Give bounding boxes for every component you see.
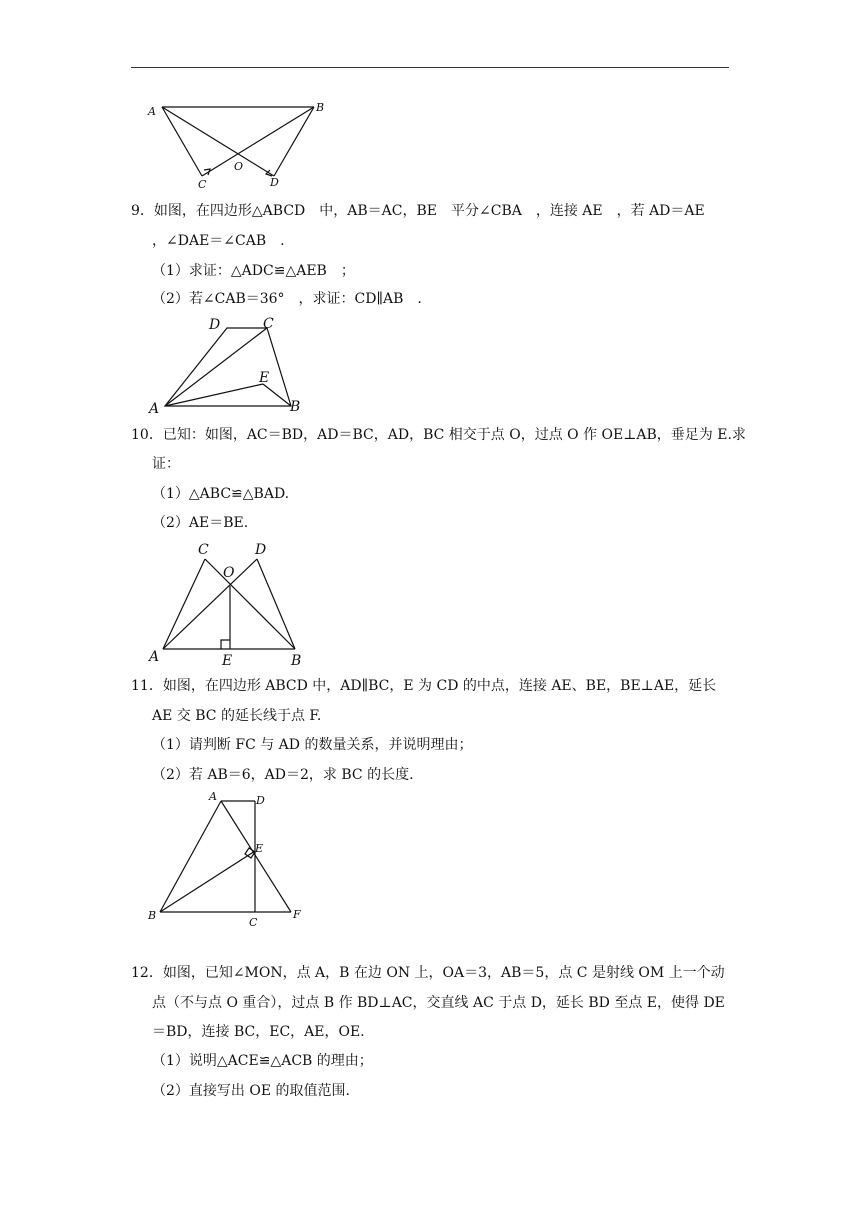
figure-q9 — [145, 312, 315, 416]
q9-part1: （1）求证：△ADC≌△AEB ； — [152, 263, 355, 279]
fig10-label-a: A — [149, 649, 160, 665]
q10-part2: （2）AE＝BE. — [152, 515, 249, 531]
q12-part1: （1）说明△ACE≌△ACB 的理由； — [152, 1053, 373, 1069]
q9-stem-line1: 9．如图，在四边形△ABCD 中，AB＝AC，BE 平分∠CBA ，连接 AE ，若 AD＝AE — [131, 203, 705, 219]
figure-q11 — [145, 790, 315, 930]
fig9-label-e: E — [259, 370, 270, 386]
fig8-label-c: C — [198, 178, 207, 191]
fig11-label-e: E — [255, 842, 264, 855]
q11-stem-line2: AE 交 BC 的延长线于点 F. — [152, 708, 322, 724]
figure-q8 — [140, 96, 340, 191]
q11-part1: （1）请判断 FC 与 AD 的数量关系，并说明理由； — [152, 737, 473, 753]
fig11-label-f: F — [293, 908, 301, 921]
figure-q10 — [145, 538, 315, 668]
fig9-label-b: B — [290, 399, 301, 415]
fig11-label-d: D — [256, 794, 265, 807]
fig8-label-d: D — [270, 176, 279, 189]
fig9-label-a: A — [149, 401, 160, 417]
q10-stem-line2: 证： — [152, 456, 180, 472]
fig10-label-b: B — [291, 653, 302, 669]
fig8-label-a: A — [148, 105, 156, 118]
fig10-label-e: E — [222, 653, 233, 669]
fig11-label-c: C — [249, 916, 258, 929]
q9-part2: （2）若∠CAB＝36° ，求证：CD∥AB . — [152, 291, 422, 307]
q12-stem-line1: 12．如图，已知∠MON，点 A，B 在边 ON 上，OA＝3，AB＝5，点 C 是射线 OM 上一个动 — [131, 965, 725, 981]
fig9-label-c: C — [263, 316, 274, 332]
header-rule — [131, 67, 729, 68]
q11-part2: （2）若 AB＝6，AD＝2，求 BC 的长度. — [152, 767, 414, 783]
fig10-label-d: D — [255, 542, 267, 558]
q10-stem-line1: 10．已知：如图，AC＝BD，AD＝BC，AD，BC 相交于点 O，过点 O 作 OE⊥AB，垂足为 E.求 — [131, 427, 746, 443]
fig11-label-b: B — [148, 909, 157, 922]
fig8-label-o: O — [234, 160, 244, 173]
fig9-label-d: D — [209, 317, 221, 333]
fig10-label-o: O — [223, 565, 235, 581]
q12-stem-line2: 点（不与点 O 重合），过点 B 作 BD⊥AC，交直线 AC 于点 D，延长 BD 至点 E，使得 DE — [152, 995, 725, 1011]
q12-stem-line3: ＝BD，连接 BC，EC，AE，OE. — [152, 1024, 365, 1040]
q11-stem-line1: 11．如图，在四边形 ABCD 中，AD∥BC，E 为 CD 的中点，连接 AE、BE，BE⊥AE，延长 — [131, 678, 717, 694]
fig11-label-a: A — [209, 790, 217, 803]
q12-part2: （2）直接写出 OE 的取值范围. — [152, 1083, 350, 1099]
fig10-label-c: C — [198, 542, 209, 558]
q9-stem-line2: ，∠DAE＝∠CAB . — [152, 233, 285, 249]
fig8-label-b: B — [316, 101, 325, 114]
q10-part1: （1）△ABC≌△BAD. — [152, 486, 290, 502]
